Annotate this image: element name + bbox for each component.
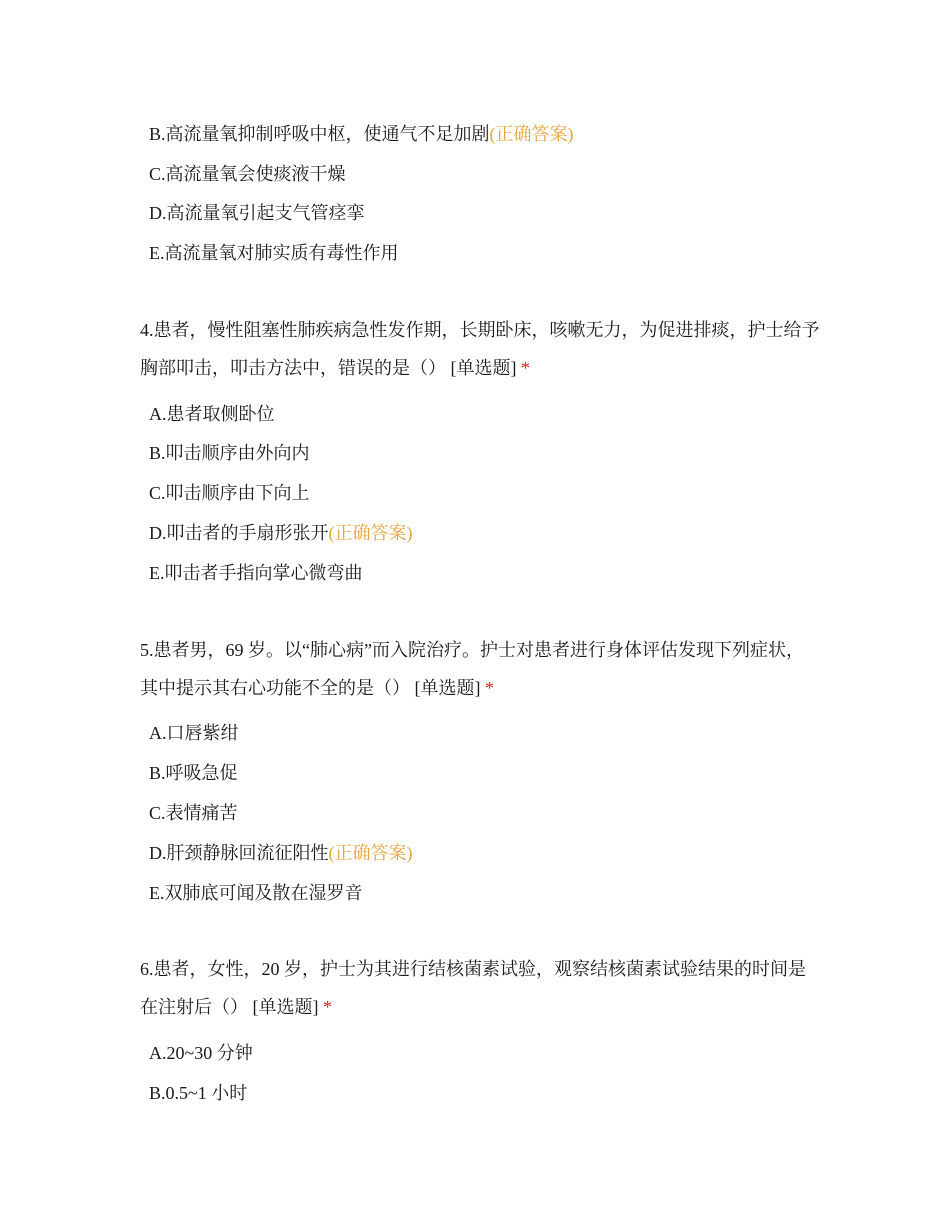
option-text: A.患者取侧卧位 <box>149 404 275 424</box>
required-marker: * <box>323 997 332 1017</box>
q3-option-d <box>149 201 365 225</box>
q5-option-b <box>149 761 238 785</box>
q4-option-a <box>149 402 275 426</box>
q5-option-a <box>149 721 239 745</box>
option-text: D.高流量氧引起支气管痉挛 <box>149 203 365 223</box>
q3-option-e <box>149 241 399 265</box>
question-text: 4.患者，慢性阻塞性肺疾病急性发作期，长期卧床，咳嗽无力，为促进排痰，护士给予胸部叩击，叩击方法中，错误的是（） [单选题] <box>140 320 820 378</box>
option-text: B.叩击顺序由外向内 <box>149 443 310 463</box>
required-marker: * <box>485 678 494 698</box>
q5-option-e <box>149 881 363 905</box>
correct-answer-label: (正确答案) <box>328 523 413 543</box>
option-text: C.表情痛苦 <box>149 803 238 823</box>
correct-answer-label: (正确答案) <box>489 124 574 144</box>
question-text: 5.患者男，69 岁。以“肺心病”而入院治疗。护士对患者进行身体评估发现下列症状，其中提示其右心功能不全的是（） [单选题] <box>140 640 804 698</box>
q5-option-c <box>149 801 238 825</box>
q4-option-d <box>149 521 413 545</box>
q4-option-e <box>149 561 363 585</box>
option-text: D.叩击者的手扇形张开 <box>149 523 329 543</box>
option-text: D.肝颈静脉回流征阳性 <box>149 843 329 863</box>
option-text: E.叩击者手指向掌心微弯曲 <box>149 563 363 583</box>
option-text: E.高流量氧对肺实质有毒性作用 <box>149 243 399 263</box>
q4-option-c <box>149 481 310 505</box>
q6-stem <box>140 950 820 1026</box>
question-text: 6.患者，女性，20 岁，护士为其进行结核菌素试验，观察结核菌素试验结果的时间是在注射后（） [单选题] <box>140 959 806 1017</box>
q6-option-a <box>149 1041 253 1065</box>
option-text: B.0.5~1 小时 <box>149 1083 248 1103</box>
option-text: A.20~30 分钟 <box>149 1043 253 1063</box>
required-marker: * <box>521 358 530 378</box>
correct-answer-label: (正确答案) <box>328 843 413 863</box>
q4-option-b <box>149 441 310 465</box>
q3-option-b <box>149 122 574 146</box>
q6-option-b <box>149 1081 247 1105</box>
q4-stem <box>140 311 820 387</box>
option-text: E.双肺底可闻及散在湿罗音 <box>149 883 363 903</box>
option-text: C.高流量氧会使痰液干燥 <box>149 164 346 184</box>
q5-option-d <box>149 841 413 865</box>
option-text: B.呼吸急促 <box>149 763 238 783</box>
option-text: B.高流量氧抑制呼吸中枢，使通气不足加剧 <box>149 124 490 144</box>
option-text: A.口唇紫绀 <box>149 723 239 743</box>
q3-option-c <box>149 162 346 186</box>
q5-stem <box>140 631 820 707</box>
option-text: C.叩击顺序由下向上 <box>149 483 310 503</box>
